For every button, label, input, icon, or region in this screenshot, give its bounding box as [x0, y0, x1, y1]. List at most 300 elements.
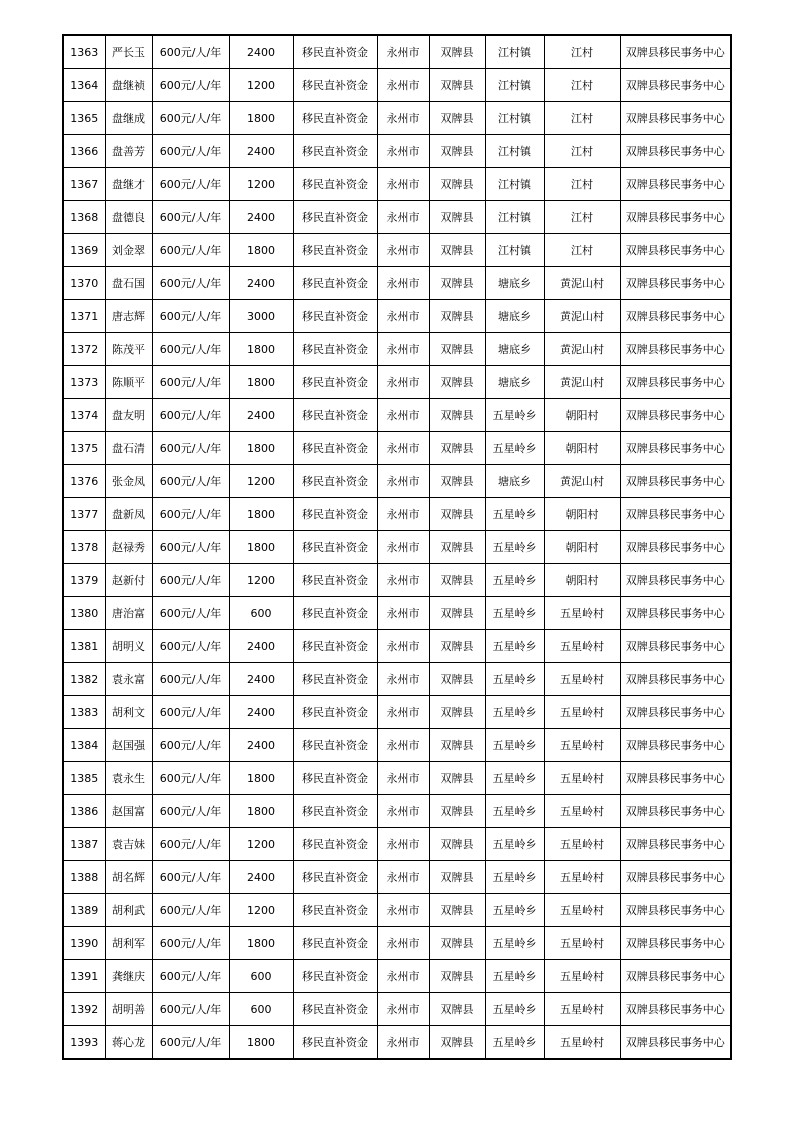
name-cell: 刘金翠: [105, 234, 152, 267]
table-row: [63, 498, 731, 531]
town-cell: 五星岭乡: [485, 399, 544, 432]
fund-type-cell: 移民直补资金: [293, 267, 377, 300]
town-cell: 五星岭乡: [485, 729, 544, 762]
county-cell: 双牌县: [429, 531, 485, 564]
county-cell: 双牌县: [429, 729, 485, 762]
county-cell: 双牌县: [429, 663, 485, 696]
subsidy-standard-cell: 600元/人/年: [152, 201, 229, 234]
city-cell: 永州市: [377, 201, 429, 234]
amount-cell: 1800: [229, 432, 293, 465]
table-row: [63, 762, 731, 795]
name-cell: 胡明义: [105, 630, 152, 663]
county-cell: 双牌县: [429, 597, 485, 630]
town-cell: 五星岭乡: [485, 663, 544, 696]
table-row: [63, 894, 731, 927]
village-cell: 朝阳村: [544, 432, 620, 465]
agency-cell: 双牌县移民事务中心: [620, 69, 731, 102]
amount-cell: 600: [229, 597, 293, 630]
agency-cell: 双牌县移民事务中心: [620, 597, 731, 630]
village-cell: 五星岭村: [544, 663, 620, 696]
town-cell: 塘底乡: [485, 366, 544, 399]
serial-number-cell: 1365: [63, 102, 105, 135]
fund-type-cell: 移民直补资金: [293, 861, 377, 894]
village-cell: 朝阳村: [544, 399, 620, 432]
county-cell: 双牌县: [429, 267, 485, 300]
city-cell: 永州市: [377, 168, 429, 201]
town-cell: 江村镇: [485, 234, 544, 267]
name-cell: 赵禄秀: [105, 531, 152, 564]
village-cell: 江村: [544, 234, 620, 267]
city-cell: 永州市: [377, 663, 429, 696]
village-cell: 朝阳村: [544, 498, 620, 531]
village-cell: 五星岭村: [544, 960, 620, 993]
table-row: [63, 927, 731, 960]
serial-number-cell: 1384: [63, 729, 105, 762]
village-cell: 江村: [544, 69, 620, 102]
table-row: [63, 234, 731, 267]
serial-number-cell: 1369: [63, 234, 105, 267]
fund-type-cell: 移民直补资金: [293, 927, 377, 960]
agency-cell: 双牌县移民事务中心: [620, 828, 731, 861]
village-cell: 江村: [544, 201, 620, 234]
serial-number-cell: 1386: [63, 795, 105, 828]
county-cell: 双牌县: [429, 69, 485, 102]
city-cell: 永州市: [377, 69, 429, 102]
city-cell: 永州市: [377, 729, 429, 762]
village-cell: 黄泥山村: [544, 333, 620, 366]
name-cell: 袁永生: [105, 762, 152, 795]
fund-type-cell: 移民直补资金: [293, 69, 377, 102]
name-cell: 胡利文: [105, 696, 152, 729]
table-row: [63, 696, 731, 729]
county-cell: 双牌县: [429, 960, 485, 993]
amount-cell: 1800: [229, 531, 293, 564]
amount-cell: 1800: [229, 498, 293, 531]
town-cell: 塘底乡: [485, 333, 544, 366]
county-cell: 双牌县: [429, 35, 485, 69]
agency-cell: 双牌县移民事务中心: [620, 465, 731, 498]
name-cell: 胡明善: [105, 993, 152, 1026]
town-cell: 江村镇: [485, 201, 544, 234]
name-cell: 盘德良: [105, 201, 152, 234]
agency-cell: 双牌县移民事务中心: [620, 168, 731, 201]
fund-type-cell: 移民直补资金: [293, 102, 377, 135]
agency-cell: 双牌县移民事务中心: [620, 201, 731, 234]
subsidy-standard-cell: 600元/人/年: [152, 993, 229, 1026]
agency-cell: 双牌县移民事务中心: [620, 498, 731, 531]
town-cell: 五星岭乡: [485, 894, 544, 927]
city-cell: 永州市: [377, 135, 429, 168]
agency-cell: 双牌县移民事务中心: [620, 102, 731, 135]
subsidy-standard-cell: 600元/人/年: [152, 597, 229, 630]
county-cell: 双牌县: [429, 399, 485, 432]
county-cell: 双牌县: [429, 333, 485, 366]
table-row: [63, 531, 731, 564]
subsidy-table: [62, 34, 732, 1060]
fund-type-cell: 移民直补资金: [293, 663, 377, 696]
village-cell: 五星岭村: [544, 894, 620, 927]
name-cell: 盘友明: [105, 399, 152, 432]
village-cell: 江村: [544, 168, 620, 201]
fund-type-cell: 移民直补资金: [293, 795, 377, 828]
agency-cell: 双牌县移民事务中心: [620, 399, 731, 432]
table-row: [63, 564, 731, 597]
name-cell: 盘继成: [105, 102, 152, 135]
town-cell: 五星岭乡: [485, 498, 544, 531]
name-cell: 盘新凤: [105, 498, 152, 531]
name-cell: 赵国强: [105, 729, 152, 762]
county-cell: 双牌县: [429, 894, 485, 927]
amount-cell: 1200: [229, 168, 293, 201]
county-cell: 双牌县: [429, 762, 485, 795]
table-row: [63, 960, 731, 993]
town-cell: 五星岭乡: [485, 432, 544, 465]
fund-type-cell: 移民直补资金: [293, 960, 377, 993]
agency-cell: 双牌县移民事务中心: [620, 696, 731, 729]
village-cell: 朝阳村: [544, 564, 620, 597]
town-cell: 五星岭乡: [485, 828, 544, 861]
amount-cell: 1800: [229, 366, 293, 399]
table-row: [63, 1026, 731, 1060]
serial-number-cell: 1371: [63, 300, 105, 333]
agency-cell: 双牌县移民事务中心: [620, 795, 731, 828]
town-cell: 五星岭乡: [485, 861, 544, 894]
amount-cell: 2400: [229, 696, 293, 729]
table-row: [63, 630, 731, 663]
serial-number-cell: 1374: [63, 399, 105, 432]
fund-type-cell: 移民直补资金: [293, 333, 377, 366]
serial-number-cell: 1378: [63, 531, 105, 564]
serial-number-cell: 1368: [63, 201, 105, 234]
agency-cell: 双牌县移民事务中心: [620, 267, 731, 300]
city-cell: 永州市: [377, 333, 429, 366]
county-cell: 双牌县: [429, 498, 485, 531]
county-cell: 双牌县: [429, 927, 485, 960]
town-cell: 五星岭乡: [485, 795, 544, 828]
fund-type-cell: 移民直补资金: [293, 1026, 377, 1060]
name-cell: 陈顺平: [105, 366, 152, 399]
agency-cell: 双牌县移民事务中心: [620, 630, 731, 663]
town-cell: 五星岭乡: [485, 960, 544, 993]
subsidy-standard-cell: 600元/人/年: [152, 795, 229, 828]
town-cell: 五星岭乡: [485, 531, 544, 564]
village-cell: 五星岭村: [544, 696, 620, 729]
serial-number-cell: 1375: [63, 432, 105, 465]
city-cell: 永州市: [377, 795, 429, 828]
name-cell: 胡名辉: [105, 861, 152, 894]
table-row: [63, 795, 731, 828]
city-cell: 永州市: [377, 564, 429, 597]
name-cell: 赵国富: [105, 795, 152, 828]
serial-number-cell: 1385: [63, 762, 105, 795]
town-cell: 五星岭乡: [485, 597, 544, 630]
subsidy-standard-cell: 600元/人/年: [152, 663, 229, 696]
fund-type-cell: 移民直补资金: [293, 630, 377, 663]
subsidy-standard-cell: 600元/人/年: [152, 234, 229, 267]
town-cell: 五星岭乡: [485, 564, 544, 597]
name-cell: 袁永富: [105, 663, 152, 696]
table-row: [63, 729, 731, 762]
village-cell: 黄泥山村: [544, 300, 620, 333]
fund-type-cell: 移民直补资金: [293, 762, 377, 795]
amount-cell: 1800: [229, 234, 293, 267]
city-cell: 永州市: [377, 399, 429, 432]
village-cell: 黄泥山村: [544, 267, 620, 300]
fund-type-cell: 移民直补资金: [293, 894, 377, 927]
village-cell: 五星岭村: [544, 762, 620, 795]
town-cell: 江村镇: [485, 102, 544, 135]
amount-cell: 3000: [229, 300, 293, 333]
fund-type-cell: 移民直补资金: [293, 201, 377, 234]
agency-cell: 双牌县移民事务中心: [620, 366, 731, 399]
amount-cell: 2400: [229, 861, 293, 894]
subsidy-standard-cell: 600元/人/年: [152, 102, 229, 135]
amount-cell: 2400: [229, 399, 293, 432]
city-cell: 永州市: [377, 894, 429, 927]
village-cell: 五星岭村: [544, 993, 620, 1026]
serial-number-cell: 1381: [63, 630, 105, 663]
fund-type-cell: 移民直补资金: [293, 234, 377, 267]
village-cell: 朝阳村: [544, 531, 620, 564]
town-cell: 五星岭乡: [485, 927, 544, 960]
town-cell: 江村镇: [485, 69, 544, 102]
city-cell: 永州市: [377, 762, 429, 795]
subsidy-standard-cell: 600元/人/年: [152, 729, 229, 762]
name-cell: 赵新付: [105, 564, 152, 597]
serial-number-cell: 1389: [63, 894, 105, 927]
fund-type-cell: 移民直补资金: [293, 993, 377, 1026]
subsidy-standard-cell: 600元/人/年: [152, 465, 229, 498]
fund-type-cell: 移民直补资金: [293, 35, 377, 69]
county-cell: 双牌县: [429, 564, 485, 597]
village-cell: 江村: [544, 35, 620, 69]
serial-number-cell: 1366: [63, 135, 105, 168]
village-cell: 五星岭村: [544, 729, 620, 762]
village-cell: 五星岭村: [544, 1026, 620, 1060]
table-row: [63, 828, 731, 861]
city-cell: 永州市: [377, 1026, 429, 1060]
fund-type-cell: 移民直补资金: [293, 366, 377, 399]
city-cell: 永州市: [377, 828, 429, 861]
subsidy-standard-cell: 600元/人/年: [152, 267, 229, 300]
name-cell: 胡利军: [105, 927, 152, 960]
county-cell: 双牌县: [429, 168, 485, 201]
village-cell: 五星岭村: [544, 597, 620, 630]
serial-number-cell: 1376: [63, 465, 105, 498]
subsidy-standard-cell: 600元/人/年: [152, 828, 229, 861]
fund-type-cell: 移民直补资金: [293, 498, 377, 531]
serial-number-cell: 1372: [63, 333, 105, 366]
name-cell: 胡利武: [105, 894, 152, 927]
town-cell: 塘底乡: [485, 465, 544, 498]
agency-cell: 双牌县移民事务中心: [620, 663, 731, 696]
name-cell: 蒋心龙: [105, 1026, 152, 1060]
name-cell: 袁吉妹: [105, 828, 152, 861]
city-cell: 永州市: [377, 234, 429, 267]
amount-cell: 600: [229, 993, 293, 1026]
serial-number-cell: 1387: [63, 828, 105, 861]
city-cell: 永州市: [377, 696, 429, 729]
table-row: [63, 102, 731, 135]
subsidy-standard-cell: 600元/人/年: [152, 960, 229, 993]
amount-cell: 1200: [229, 828, 293, 861]
subsidy-standard-cell: 600元/人/年: [152, 564, 229, 597]
county-cell: 双牌县: [429, 300, 485, 333]
agency-cell: 双牌县移民事务中心: [620, 1026, 731, 1060]
fund-type-cell: 移民直补资金: [293, 729, 377, 762]
amount-cell: 2400: [229, 35, 293, 69]
serial-number-cell: 1390: [63, 927, 105, 960]
subsidy-standard-cell: 600元/人/年: [152, 35, 229, 69]
city-cell: 永州市: [377, 993, 429, 1026]
subsidy-standard-cell: 600元/人/年: [152, 399, 229, 432]
fund-type-cell: 移民直补资金: [293, 300, 377, 333]
county-cell: 双牌县: [429, 861, 485, 894]
name-cell: 盘继祯: [105, 69, 152, 102]
subsidy-standard-cell: 600元/人/年: [152, 69, 229, 102]
county-cell: 双牌县: [429, 135, 485, 168]
name-cell: 盘善芳: [105, 135, 152, 168]
subsidy-standard-cell: 600元/人/年: [152, 927, 229, 960]
agency-cell: 双牌县移民事务中心: [620, 531, 731, 564]
village-cell: 五星岭村: [544, 795, 620, 828]
fund-type-cell: 移民直补资金: [293, 399, 377, 432]
city-cell: 永州市: [377, 35, 429, 69]
agency-cell: 双牌县移民事务中心: [620, 861, 731, 894]
city-cell: 永州市: [377, 960, 429, 993]
fund-type-cell: 移民直补资金: [293, 465, 377, 498]
fund-type-cell: 移民直补资金: [293, 597, 377, 630]
serial-number-cell: 1377: [63, 498, 105, 531]
serial-number-cell: 1382: [63, 663, 105, 696]
fund-type-cell: 移民直补资金: [293, 135, 377, 168]
subsidy-standard-cell: 600元/人/年: [152, 531, 229, 564]
county-cell: 双牌县: [429, 993, 485, 1026]
agency-cell: 双牌县移民事务中心: [620, 960, 731, 993]
serial-number-cell: 1363: [63, 35, 105, 69]
table-row: [63, 333, 731, 366]
city-cell: 永州市: [377, 366, 429, 399]
table-row: [63, 993, 731, 1026]
county-cell: 双牌县: [429, 828, 485, 861]
amount-cell: 1800: [229, 333, 293, 366]
table-row: [63, 399, 731, 432]
agency-cell: 双牌县移民事务中心: [620, 234, 731, 267]
table-row: [63, 35, 731, 69]
name-cell: 盘继才: [105, 168, 152, 201]
fund-type-cell: 移民直补资金: [293, 432, 377, 465]
serial-number-cell: 1393: [63, 1026, 105, 1060]
name-cell: 龚继庆: [105, 960, 152, 993]
village-cell: 五星岭村: [544, 927, 620, 960]
agency-cell: 双牌县移民事务中心: [620, 993, 731, 1026]
subsidy-standard-cell: 600元/人/年: [152, 333, 229, 366]
table-row: [63, 861, 731, 894]
table-row: [63, 597, 731, 630]
table-row: [63, 135, 731, 168]
amount-cell: 1200: [229, 69, 293, 102]
town-cell: 江村镇: [485, 168, 544, 201]
town-cell: 五星岭乡: [485, 630, 544, 663]
village-cell: 黄泥山村: [544, 465, 620, 498]
fund-type-cell: 移民直补资金: [293, 531, 377, 564]
town-cell: 江村镇: [485, 135, 544, 168]
county-cell: 双牌县: [429, 366, 485, 399]
name-cell: 唐志辉: [105, 300, 152, 333]
town-cell: 五星岭乡: [485, 993, 544, 1026]
table-row: [63, 69, 731, 102]
county-cell: 双牌县: [429, 234, 485, 267]
village-cell: 江村: [544, 135, 620, 168]
city-cell: 永州市: [377, 102, 429, 135]
agency-cell: 双牌县移民事务中心: [620, 35, 731, 69]
name-cell: 盘石国: [105, 267, 152, 300]
agency-cell: 双牌县移民事务中心: [620, 927, 731, 960]
table-row: [63, 267, 731, 300]
subsidy-standard-cell: 600元/人/年: [152, 696, 229, 729]
amount-cell: 1200: [229, 465, 293, 498]
table-row: [63, 201, 731, 234]
subsidy-standard-cell: 600元/人/年: [152, 861, 229, 894]
serial-number-cell: 1383: [63, 696, 105, 729]
village-cell: 五星岭村: [544, 828, 620, 861]
county-cell: 双牌县: [429, 465, 485, 498]
amount-cell: 1800: [229, 927, 293, 960]
village-cell: 黄泥山村: [544, 366, 620, 399]
town-cell: 五星岭乡: [485, 762, 544, 795]
town-cell: 五星岭乡: [485, 696, 544, 729]
name-cell: 严长玉: [105, 35, 152, 69]
subsidy-standard-cell: 600元/人/年: [152, 432, 229, 465]
agency-cell: 双牌县移民事务中心: [620, 432, 731, 465]
amount-cell: 1800: [229, 102, 293, 135]
amount-cell: 2400: [229, 201, 293, 234]
name-cell: 陈茂平: [105, 333, 152, 366]
city-cell: 永州市: [377, 597, 429, 630]
table-row: [63, 663, 731, 696]
city-cell: 永州市: [377, 927, 429, 960]
amount-cell: 2400: [229, 267, 293, 300]
serial-number-cell: 1380: [63, 597, 105, 630]
city-cell: 永州市: [377, 861, 429, 894]
amount-cell: 1200: [229, 564, 293, 597]
table-row: [63, 366, 731, 399]
county-cell: 双牌县: [429, 1026, 485, 1060]
subsidy-standard-cell: 600元/人/年: [152, 168, 229, 201]
serial-number-cell: 1370: [63, 267, 105, 300]
name-cell: 张金凤: [105, 465, 152, 498]
subsidy-standard-cell: 600元/人/年: [152, 300, 229, 333]
table-row: [63, 432, 731, 465]
amount-cell: 2400: [229, 630, 293, 663]
amount-cell: 2400: [229, 663, 293, 696]
amount-cell: 2400: [229, 135, 293, 168]
amount-cell: 600: [229, 960, 293, 993]
village-cell: 江村: [544, 102, 620, 135]
subsidy-standard-cell: 600元/人/年: [152, 1026, 229, 1060]
city-cell: 永州市: [377, 300, 429, 333]
amount-cell: 1200: [229, 894, 293, 927]
village-cell: 五星岭村: [544, 861, 620, 894]
subsidy-standard-cell: 600元/人/年: [152, 762, 229, 795]
subsidy-standard-cell: 600元/人/年: [152, 498, 229, 531]
serial-number-cell: 1379: [63, 564, 105, 597]
subsidy-standard-cell: 600元/人/年: [152, 135, 229, 168]
amount-cell: 1800: [229, 795, 293, 828]
amount-cell: 1800: [229, 1026, 293, 1060]
subsidy-standard-cell: 600元/人/年: [152, 894, 229, 927]
county-cell: 双牌县: [429, 432, 485, 465]
